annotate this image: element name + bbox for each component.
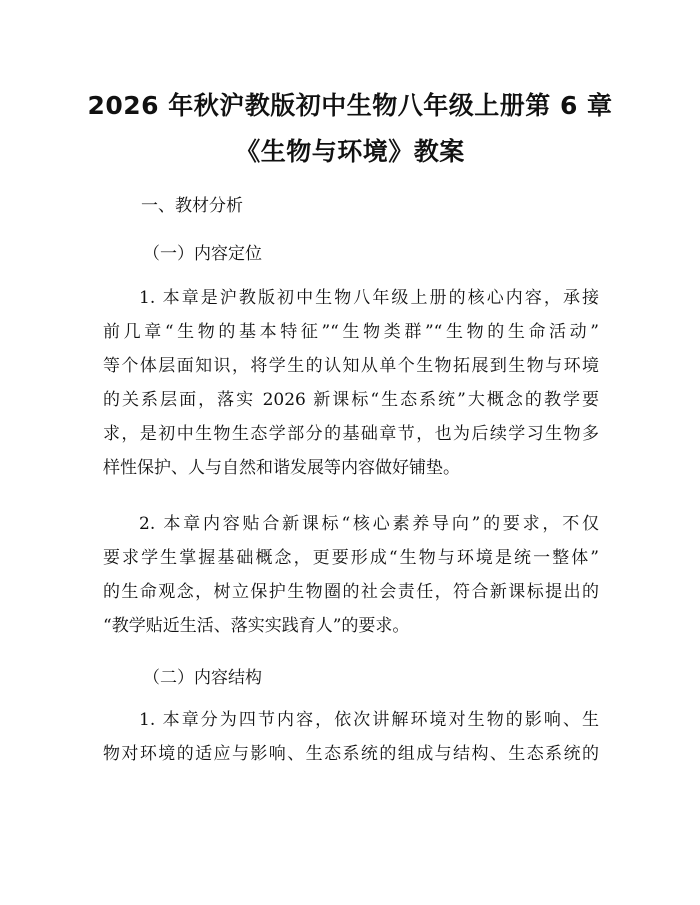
subsection-heading-content-structure: （二）内容结构 — [143, 668, 262, 688]
paragraph-line: 样性保护、人与自然和谐发展等内容做好铺垫。 — [103, 458, 460, 478]
subsection-heading-content-positioning: （一）内容定位 — [143, 244, 262, 264]
paragraph-content-structure-1 — [103, 703, 599, 771]
paragraph-line: “教学贴近生活、落实实践育人”的要求。 — [103, 616, 410, 636]
paragraph-content-positioning-1 — [103, 281, 599, 485]
paragraph-line: 2. 本章内容贴合新课标“核心素养导向”的要求，不仅 — [139, 514, 599, 534]
document-title-line-2: 《生物与环境》教案 — [235, 137, 465, 166]
paragraph-line: 要求学生掌握基础概念，更要形成“生物与环境是统一整体” — [103, 548, 599, 568]
paragraph-content-positioning-2 — [103, 507, 599, 643]
paragraph-line: 1. 本章分为四节内容，依次讲解环境对生物的影响、生 — [139, 710, 599, 730]
paragraph-line: 的生命观念，树立保护生物圈的社会责任，符合新课标提出的 — [103, 582, 599, 602]
paragraph-line: 求，是初中生物生态学部分的基础章节，也为后续学习生物多 — [103, 424, 599, 444]
paragraph-line: 物对环境的适应与影响、生态系统的组成与结构、生态系统的 — [103, 744, 599, 764]
document-title-line-1: 2026 年秋沪教版初中生物八年级上册第 6 章 — [87, 91, 613, 120]
paragraph-line: 1. 本章是沪教版初中生物八年级上册的核心内容，承接 — [139, 288, 599, 308]
paragraph-line: 的关系层面，落实 2026 新课标“生态系统”大概念的教学要 — [103, 390, 599, 410]
paragraph-line: 等个体层面知识，将学生的认知从单个生物拓展到生物与环境 — [103, 356, 599, 376]
section-heading-textbook-analysis: 一、教材分析 — [141, 196, 243, 216]
paragraph-line: 前几章“生物的基本特征”“生物类群”“生物的生命活动” — [103, 322, 599, 342]
